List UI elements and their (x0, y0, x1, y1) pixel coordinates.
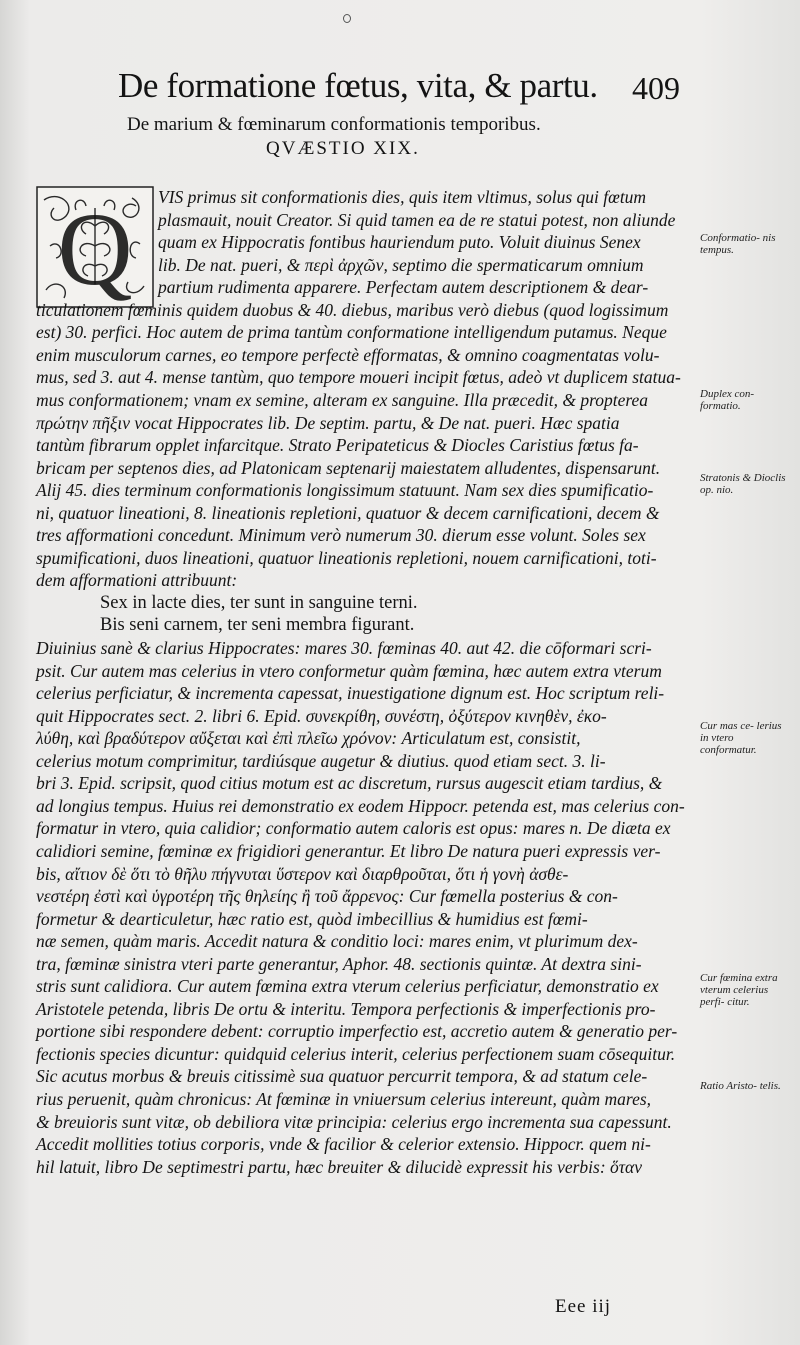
text-line: enim musculorum carnes, eo tempore perfectè efformatas, & omnino coagmentatas volu- (36, 344, 660, 365)
margin-note: Cur mas ce- lerius in vtero conformatur. (700, 720, 782, 756)
text-line: partium rudimenta apparere. Perfectam autem descriptionem & dear- (158, 277, 649, 298)
text-line: ad longius tempus. Huius rei demonstratio ex eodem Hippocr. petenda est, mas celerius con- (36, 795, 685, 816)
margin-note: Conformatio- nis tempus. (700, 232, 776, 256)
page-blemish (343, 14, 351, 23)
text-line: spumificationi, duos lineationi, quatuor lineationis repletioni, nouem carnificationi, toti- (36, 547, 657, 568)
margin-note: Stratonis & Dioclis op. nio. (700, 472, 786, 496)
text-line: dem afformationi attribuunt: (36, 570, 238, 591)
margin-note: Duplex con- formatio. (700, 388, 755, 412)
text-line: celerius perficiatur, & incrementa capessat, inuestigatione dignum est. Hoc scriptum reli- (36, 683, 665, 704)
text-line: næ semen, quàm maris. Accedit natura & conditio loci: mares enim, vt plurimum dex- (36, 931, 638, 952)
printer-signature: Eee iij (555, 1296, 612, 1317)
text-line: Accedit mollities totius corporis, vnde & facilior & celerior extensio. Hippocr. quem ni- (36, 1134, 651, 1155)
text-line: bricam per septenos dies, ad Platonicam septenarij maiestatem alludentes, dispensarunt. (36, 457, 661, 478)
text-line: portione sibi respondere debent: corruptio imperfectio est, accretio autem & generatio per- (36, 1021, 678, 1042)
text-line: tantùm fibrarum opplet infarcitque. Strato Peripateticus & Diocles Caristius fœtus fa- (36, 435, 639, 456)
margin-note: Ratio Aristo- telis. (700, 1080, 781, 1092)
text-line: hil latuit, libro De septimestri partu, hæc breuiter & dilucidè expressit his verbis: ὅταν (36, 1156, 643, 1177)
text-line: formetur & dearticuletur, hæc ratio est, quòd imbecillius & humidius est fœmi- (36, 908, 588, 929)
text-line: ticulationem fœminis quidem duobus & 40. diebus, maribus verò diebus (quod logissimum (36, 299, 669, 320)
running-title: De formatione fœtus, vita, & partu. (118, 66, 598, 105)
margin-note: Cur fœmina extra vterum celerius perfi- citur. (700, 972, 778, 1008)
chapter-subtitle: De marium & fœminarum conformationis temporibus. (127, 114, 541, 135)
text-line: πρώτην πῆξιν vocat Hippocrates lib. De septim. partu, & De nat. pueri. Hæc spatia (36, 412, 620, 433)
text-line: plasmauit, nouit Creator. Si quid tamen ea de re statui potest, non aliunde (158, 209, 676, 230)
text-line: mus conformationem; vnam ex semine, alteram ex sanguine. Illa præcedit, & propterea (36, 389, 649, 410)
text-line: fectionis species dicuntur: quidquid celerius interit, celerius perfectionem suam cōsequitur. (36, 1043, 676, 1064)
text-line: VIS primus sit conformationis dies, quis item vltimus, solus qui fœtum (158, 187, 647, 207)
text-line: quam ex Hippocratis fontibus hauriendum puto. Voluit diuinus Senex (158, 232, 641, 253)
text-line: stris sunt calidiora. Cur autem fœmina extra vterum celerius perficiatur, demonstratio ex (36, 976, 659, 997)
text-line: calidiori semine, fœminæ ex frigidiori generantur. Et libro De natura pueri expressis ver- (36, 840, 661, 861)
text-line: celerius motum comprimitur, tardiúsque augetur & diutius. quod etiam sect. 3. li- (36, 750, 606, 771)
text-line: Sic acutus morbus & breuis citissimè sua quatuor percurrit tempora, & ad statum cele- (36, 1066, 648, 1087)
text-line: λύθη, καὶ βραδύτερον αὔξεται καὶ ἐπὶ πλεῖω χρόνον: Articulatum est, consistit, (36, 728, 581, 749)
text-line: est) 30. perfici. Hoc autem de prima tantùm conformatione intelligendum putamus. Neque (36, 322, 667, 343)
text-line: tra, fœminæ sinistra vteri parte generantur, Aphor. 48. sectionis quintæ. At dextra sini- (36, 953, 642, 974)
text-line: ni, quatuor lineationi, 8. lineationis repletioni, quatuor & decem carnificationi, decem & (36, 502, 660, 523)
text-line: formatur in vtero, quia calidior; conformatio autem caloris est opus: mares n. De diæta ex (36, 818, 671, 839)
text-line: tres afformationi concedunt. Minimum verò numerum 30. dierum esse volunt. Soles sex (36, 525, 646, 546)
text-line: νεστέρη ἐστὶ καὶ ὑγροτέρη τῆς θηλείης ἢ τοῦ ἄρρενος: Cur fœmella posterius & con- (36, 886, 618, 907)
text-line: & breuioris sunt vitæ, ob debiliora vitæ principia: celerius ergo incrementa sua capessunt. (36, 1111, 672, 1132)
page-number: 409 (632, 70, 680, 106)
text-line: psit. Cur autem mas celerius in vtero conformetur quàm fœmina, hæc autem extra vterum (36, 660, 662, 681)
text-line: Aristotele petenda, libris De ortu & interitu. Tempora perfectionis & imperfectionis pro- (36, 998, 656, 1019)
text-line: bri 3. Epid. scripsit, quod citius motum est ac discretum, rursus augescit etiam tardius, & (36, 773, 663, 794)
text-line: Alij 45. dies terminum conformationis longissimum statuunt. Nam sex dies spumificatio- (36, 480, 654, 501)
text-line: Diuinius sanè & clarius Hippocrates: mares 30. fœminas 40. aut 42. die cōformari scri- (36, 638, 652, 658)
svg-text:Q: Q (57, 192, 133, 307)
text-line: lib. De nat. pueri, & περὶ ἀρχῶν, septimo die spermaticarum omnium (158, 254, 644, 275)
quaestio-heading: QVÆSTIO XIX. (266, 138, 420, 159)
text-line: Sex in lacte dies, ter sunt in sanguine terni. (100, 592, 418, 613)
text-line: quit Hippocrates sect. 2. libri 6. Epid. συνεκρίθη, συνέστη, ὀξύτερον κινηθὲν, ἐκο- (36, 705, 607, 726)
text-line: mus, sed 3. aut 4. mense tantùm, quo tempore moueri incipit fœtus, adeò vt duplicem statua- (36, 367, 681, 388)
text-line: Bis seni carnem, ter seni membra figurant. (100, 615, 415, 636)
text-line: rius peruenit, quàm chronicus: At fœminæ in vniuersum celerius intereunt, quàm mares, (36, 1089, 652, 1109)
decorated-initial (36, 186, 154, 308)
text-line: bis, αἴτιον δὲ ὅτι τὸ θῆλυ πήγνυται ὕστερον καὶ διαρθροῦται, ὅτι ἡ γονὴ ἀσθε- (36, 863, 569, 884)
